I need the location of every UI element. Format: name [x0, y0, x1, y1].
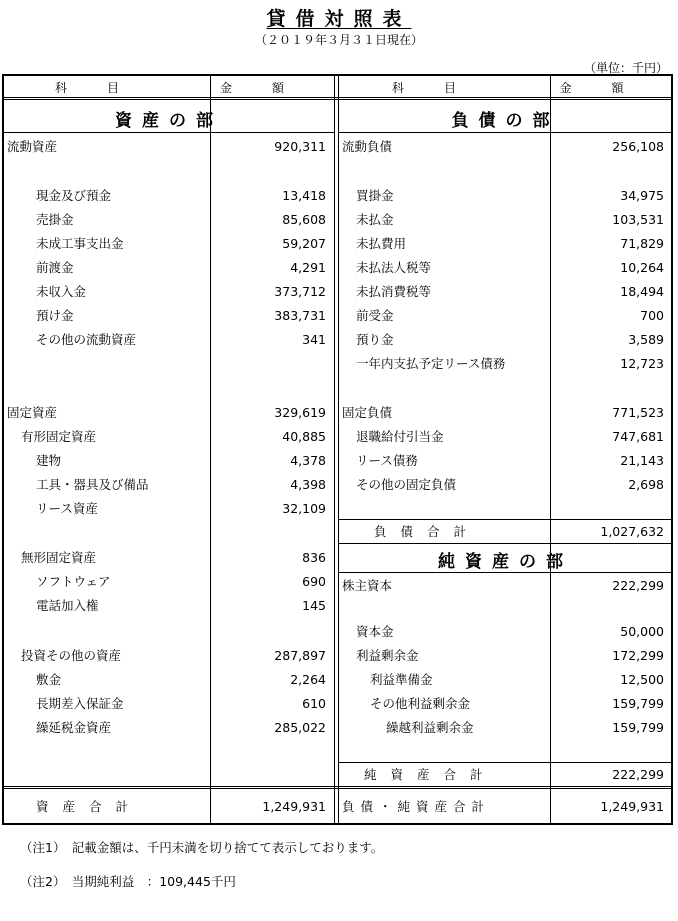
label-spread	[7, 140, 157, 154]
asset-deferred-tax-label: 繰延税金資産	[36, 720, 112, 735]
asset-wip-amount: 59,207	[282, 236, 326, 251]
na-retained-amount: 172,299	[612, 648, 664, 663]
liab-consumption-tax-label: 未払消費税等	[356, 284, 432, 299]
liab-income-tax-label: 未払法人税等	[356, 260, 432, 275]
liab-payables-label: 買掛金	[356, 188, 394, 203]
asset-security-deposit-amount: 2,264	[290, 672, 326, 687]
header-divider	[4, 97, 671, 100]
asset-tools-label: 工具・器具及び備品	[36, 477, 149, 492]
rule-center-right	[338, 76, 339, 823]
liab-other-fixed-label: その他の固定負債	[356, 477, 457, 492]
na-retained-label: 利益剰余金	[356, 648, 419, 663]
asset-guarantee-amount: 610	[302, 696, 326, 711]
header-right-subject: 科目	[391, 81, 496, 95]
grand-total-divider	[4, 786, 671, 789]
asset-fixed-amount: 329,619	[274, 405, 326, 420]
na-legal-reserve-amount: 12,500	[620, 672, 664, 687]
na-other-retained-label: その他利益剰余金	[370, 696, 471, 711]
liab-retirement-label: 退職給付引当金	[356, 429, 444, 444]
asset-buildings-amount: 4,378	[290, 453, 326, 468]
na-equity-amount: 222,299	[612, 578, 664, 593]
note-2: （注2） 当期純利益 ：109,445千円	[20, 874, 236, 889]
liab-total-amount: 1,027,632	[600, 524, 664, 539]
asset-software-label: ソフトウェア	[36, 574, 111, 589]
report-date: （２０１９年３月３１日現在）	[254, 33, 423, 47]
na-total-top-rule	[338, 762, 671, 763]
asset-total-label: 資産合計	[36, 799, 143, 814]
asset-intangible-amount: 836	[302, 550, 326, 565]
na-legal-reserve-label: 利益準備金	[370, 672, 433, 687]
asset-intangible-label: 無形固定資産	[21, 550, 97, 565]
asset-guarantee-label: 長期差入保証金	[36, 696, 124, 711]
header-right-amount: 金額	[559, 81, 664, 95]
liab-lease-current-label: 一年内支払予定リース債務	[356, 356, 506, 371]
asset-phone-amount: 145	[302, 598, 326, 613]
label-text: 流動資産	[7, 139, 58, 154]
asset-tangible-amount: 40,885	[282, 429, 326, 444]
rule-center-left	[334, 76, 335, 823]
asset-wip-label: 未成工事支出金	[36, 236, 124, 251]
asset-other-current-label: その他の流動資産	[36, 332, 137, 347]
asset-total-amount: 1,249,931	[262, 799, 326, 814]
asset-current-amount: 920,311	[274, 139, 326, 154]
asset-deposits-paid-amount: 383,731	[274, 308, 326, 323]
liab-retirement-amount: 747,681	[612, 429, 664, 444]
liab-current-amount: 256,108	[612, 139, 664, 154]
liab-current-label: 流動負債	[342, 139, 393, 154]
balance-sheet-table	[2, 74, 673, 825]
asset-buildings-label: 建物	[36, 453, 62, 468]
liab-total-label: 負債合計	[374, 524, 481, 539]
liab-income-tax-amount: 10,264	[620, 260, 664, 275]
section-assets: 資産の部	[115, 111, 223, 131]
asset-tangible-label: 有形固定資産	[21, 429, 97, 444]
liab-lease-current-amount: 12,723	[620, 356, 664, 371]
asset-lease-amount: 32,109	[282, 501, 326, 516]
asset-cash-label: 現金及び預金	[36, 188, 112, 203]
asset-prepaid-amount: 4,291	[290, 260, 326, 275]
section-assets-divider	[4, 132, 334, 133]
grand-total-amount: 1,249,931	[600, 799, 664, 814]
liab-payables-amount: 34,975	[620, 188, 664, 203]
asset-prepaid-label: 前渡金	[36, 260, 74, 275]
liab-consumption-tax-amount: 18,494	[620, 284, 664, 299]
asset-investments-label: 投資その他の資産	[21, 648, 122, 663]
asset-receivables-label: 売掛金	[36, 212, 74, 227]
asset-fixed-label: 固定資産	[7, 405, 58, 420]
liab-total-bottom-rule	[338, 543, 671, 544]
asset-investments-amount: 287,897	[274, 648, 326, 663]
liab-lease-debt-amount: 21,143	[620, 453, 664, 468]
asset-accrued-income-amount: 373,712	[274, 284, 326, 299]
asset-current-label	[7, 140, 157, 154]
asset-receivables-amount: 85,608	[282, 212, 326, 227]
asset-lease-label: リース資産	[36, 501, 98, 516]
na-carried-forward-amount: 159,799	[612, 720, 664, 735]
liab-accrued-expenses-amount: 71,829	[620, 236, 664, 251]
liab-advances-amount: 700	[640, 308, 664, 323]
asset-deferred-tax-amount: 285,022	[274, 720, 326, 735]
liab-total-top-rule	[338, 519, 671, 520]
header-left-amount: 金額	[219, 81, 324, 95]
asset-phone-label: 電話加入権	[36, 598, 99, 613]
section-liabilities-divider	[338, 132, 671, 133]
asset-deposits-paid-label: 預け金	[36, 308, 74, 323]
section-liabilities: 負債の部	[451, 111, 560, 131]
liab-other-fixed-amount: 2,698	[628, 477, 664, 492]
na-carried-forward-label: 繰越利益剰余金	[386, 720, 474, 735]
grand-total-label: 負債・純資産合計	[342, 799, 491, 814]
section-net-assets: 純資産の部	[438, 552, 573, 572]
liab-advances-label: 前受金	[356, 308, 394, 323]
asset-cash-amount: 13,418	[282, 188, 326, 203]
asset-tools-amount: 4,398	[290, 477, 326, 492]
liab-accounts-payable-amount: 103,531	[612, 212, 664, 227]
na-total-label: 純資産合計	[364, 767, 497, 782]
header-left-subject: 科目	[54, 81, 159, 95]
asset-other-current-amount: 341	[302, 332, 326, 347]
asset-accrued-income-label: 未収入金	[36, 284, 87, 299]
asset-software-amount: 690	[302, 574, 326, 589]
na-total-amount: 222,299	[612, 767, 664, 782]
note-1: （注1） 記載金額は、千円未満を切り捨てて表示しております。	[20, 840, 384, 855]
liab-fixed-label: 固定負債	[342, 405, 393, 420]
page-title: 貸借対照表	[266, 8, 412, 30]
na-capital-amount: 50,000	[620, 624, 664, 639]
liab-lease-debt-label: リース債務	[356, 453, 418, 468]
asset-security-deposit-label: 敷金	[36, 672, 62, 687]
section-net-assets-divider	[338, 572, 671, 573]
liab-deposits-received-amount: 3,589	[628, 332, 664, 347]
liab-accounts-payable-label: 未払金	[356, 212, 394, 227]
na-capital-label: 資本金	[356, 624, 394, 639]
liab-fixed-amount: 771,523	[612, 405, 664, 420]
liab-deposits-received-label: 預り金	[356, 332, 394, 347]
na-other-retained-amount: 159,799	[612, 696, 664, 711]
unit-label: （単位：千円）	[583, 61, 668, 75]
liab-accrued-expenses-label: 未払費用	[356, 236, 407, 251]
na-equity-label: 株主資本	[342, 578, 393, 593]
